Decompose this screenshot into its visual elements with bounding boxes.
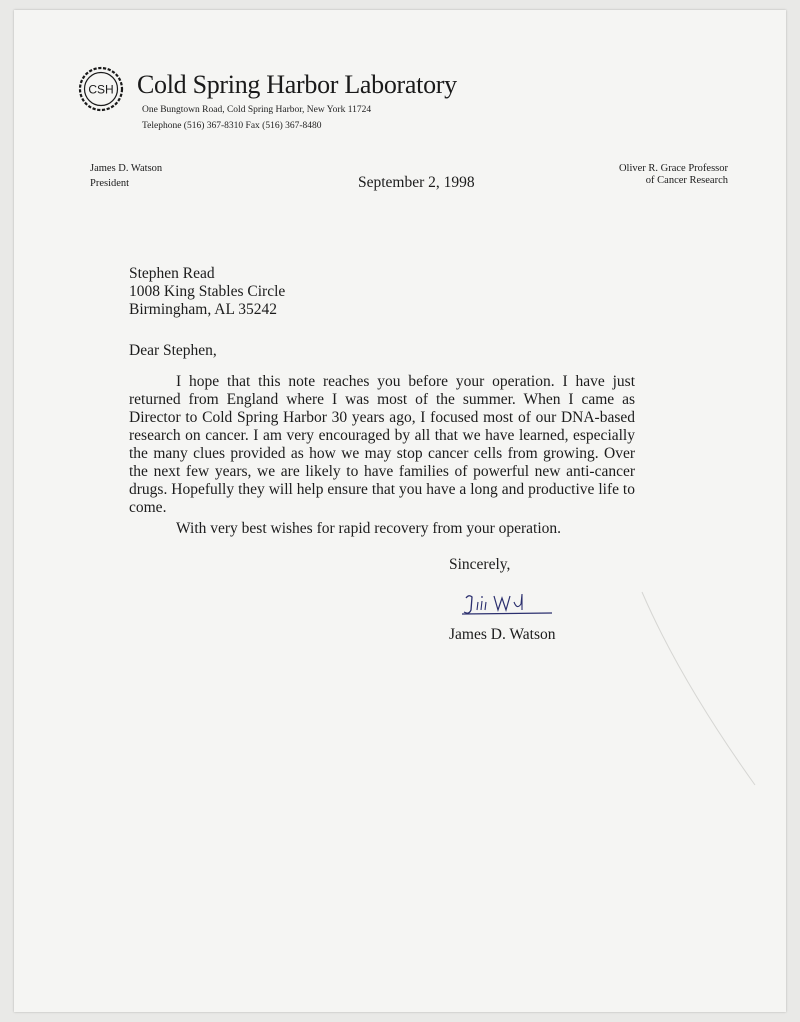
handwritten-signature — [460, 588, 555, 620]
professorship-line-1: Oliver R. Grace Professor — [618, 163, 728, 174]
salutation: Dear Stephen, — [129, 342, 217, 359]
letter-date: September 2, 1998 — [358, 174, 475, 191]
institution-name: Cold Spring Harbor Laboratory — [137, 70, 457, 99]
valediction: Sincerely, — [449, 556, 511, 573]
signature-typed-name: James D. Watson — [449, 626, 556, 643]
closing-paragraph: With very best wishes for rapid recovery from your operation. — [176, 520, 562, 537]
professorship-line-2: of Cancer Research — [645, 175, 728, 186]
sender-title: President — [90, 178, 130, 189]
csh-seal-logo — [78, 66, 124, 112]
seal-text: CSH — [88, 82, 114, 97]
institution-phone-fax: Telephone (516) 367-8310 Fax (516) 367-8480 — [142, 121, 322, 131]
recipient-name: Stephen Read — [129, 265, 215, 282]
recipient-city-state-zip: Birmingham, AL 35242 — [129, 301, 277, 318]
institution-address: One Bungtown Road, Cold Spring Harbor, New York 11724 — [142, 105, 372, 115]
sender-name: James D. Watson — [90, 163, 163, 174]
recipient-street: 1008 King Stables Circle — [129, 283, 286, 300]
body-paragraph: I hope that this note reaches you before your operation. I have just returned from England where I was most of the summer. When I came as Director to Cold Spring Harbor 30 years ago, I focused most of our DNA-based research on cancer. I am very encouraged by all that we have learned, especially the many clues provided as how we may stop cancer cells from growing. Over the next few years, we are likely to have families of powerful new anti-cancer drugs. Hopefully they will help ensure that you have a long and productive life to come. — [129, 373, 635, 516]
paper-crease — [640, 590, 760, 790]
